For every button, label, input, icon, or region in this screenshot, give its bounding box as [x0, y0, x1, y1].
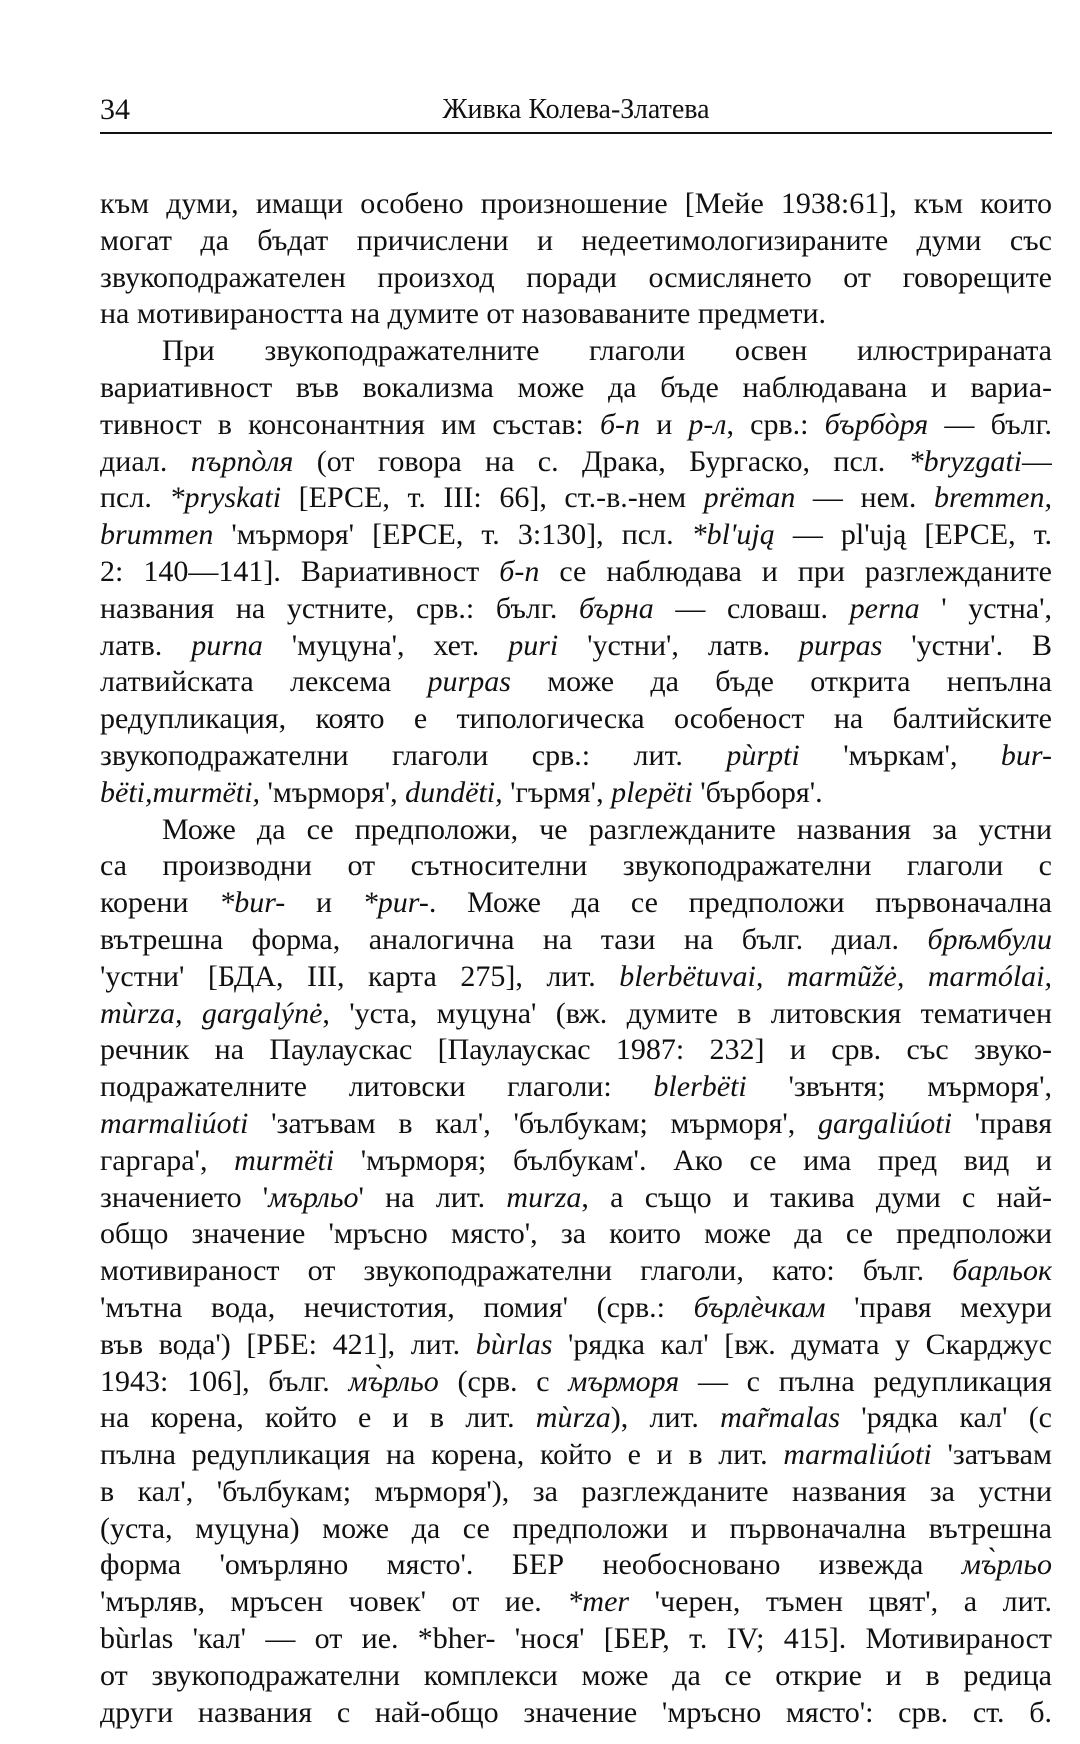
- text-run: 2: 140—141]. Вариативност: [100, 554, 500, 588]
- running-head: Живка Колева-Златева: [442, 94, 710, 125]
- text-run: във вода') [РБЕ: 421], лит.: [100, 1327, 476, 1361]
- text-run: 'мърморя; бълбукам'. Ако се има пред вид и: [334, 1143, 1052, 1177]
- italic-term: brummen: [100, 518, 214, 552]
- text-run: , а също и такива думи с най-: [581, 1180, 1052, 1214]
- text-run: При звукоподражателните глаголи освен илюстрираната: [162, 334, 1052, 368]
- text-run: речник на Паулаускас [Паулаускас 1987: 232] и срв. със звуко-: [100, 1033, 1052, 1067]
- text-run: названия на устните, срв.: бълг.: [100, 591, 579, 625]
- text-line: [100, 1474, 1052, 1511]
- italic-term: бърна: [578, 591, 654, 625]
- text-line: [100, 333, 1052, 370]
- italic-term: murmёti: [234, 1143, 335, 1177]
- text-run: 'муцуна', хет.: [262, 628, 509, 662]
- text-run: , 'уста, муцуна' (вж. думите в литовския тематичен: [322, 996, 1052, 1030]
- text-run: 'устни' [БДА, III, карта 275], лит.: [100, 959, 620, 993]
- text-run: общо значение 'мръсно място', за които може да се предположи: [100, 1217, 1052, 1251]
- text-run: 'устни'. В: [882, 628, 1052, 662]
- text-run: bùrlas 'кал' — от ие. *bher- 'нося' [БЕР, т. IV; 415]. Мотивираност: [100, 1622, 1052, 1656]
- text-line: [100, 1216, 1052, 1253]
- italic-term: б-п: [599, 407, 641, 441]
- text-run: 'правя мехури: [825, 1290, 1052, 1324]
- text-run: ' устна',: [919, 591, 1052, 625]
- italic-term: мърморя: [568, 1364, 680, 1398]
- text-line: [100, 996, 1052, 1033]
- text-run: 'бърборя'.: [692, 775, 823, 809]
- italic-term: marmaliúoti: [783, 1438, 932, 1472]
- text-line: [100, 444, 1052, 481]
- text-line: [100, 1658, 1052, 1695]
- text-run: (от говора на с. Драка, Бургаско, псл.: [293, 444, 909, 478]
- text-line: [100, 1584, 1052, 1621]
- text-run: — бълг.: [928, 407, 1052, 441]
- text-line: [100, 775, 1052, 812]
- italic-term: prёman: [703, 481, 796, 515]
- italic-term: plepёti: [611, 775, 693, 809]
- text-run: гаргара',: [100, 1143, 235, 1177]
- italic-term: purpas: [427, 665, 511, 699]
- text-run: Може да се предположи, че разглежданите названия за устни: [162, 812, 1052, 846]
- italic-term: *bur-: [219, 886, 286, 920]
- text-run: 'рядка кал' (с: [840, 1401, 1052, 1435]
- text-line: [100, 1143, 1052, 1180]
- text-run: 'мъркам',: [799, 738, 1001, 772]
- text-run: (срв. с: [438, 1364, 569, 1398]
- text-line: [100, 1069, 1052, 1106]
- text-run: [ЕРСЕ, т. III: 66], ст.-в.-нем: [281, 481, 704, 515]
- text-run: 'рядка кал' [вж. думата у Скарджус: [552, 1327, 1052, 1361]
- text-line: [100, 370, 1052, 407]
- text-run: тивност в консонантния им състав:: [100, 407, 600, 441]
- italic-term: perna: [849, 591, 920, 625]
- text-run: 'затъвам: [931, 1438, 1052, 1472]
- italic-term: purpas: [799, 628, 883, 662]
- text-run: —: [1022, 444, 1052, 478]
- text-run: форма 'омърляно място'. БЕР необосновано извежда: [100, 1548, 962, 1582]
- italic-term: blerbёtuvai,: [619, 959, 764, 993]
- text-line: [100, 1327, 1052, 1364]
- italic-term: mar̃malas: [720, 1401, 841, 1435]
- italic-term: *mer: [567, 1585, 630, 1619]
- text-line: [100, 554, 1052, 591]
- text-run: може да бъде открита непълна: [510, 665, 1052, 699]
- text-line: [100, 628, 1052, 665]
- text-run: 'мърляв, мръсен човек' от ие.: [100, 1585, 568, 1619]
- italic-term: *pur-: [362, 886, 429, 920]
- text-line: [100, 1364, 1052, 1401]
- text-run: 'устни', латв.: [558, 628, 799, 662]
- text-line: [100, 591, 1052, 628]
- text-line: [100, 1400, 1052, 1437]
- text-run: 'мътна вода, нечистотия, помия' (срв.:: [100, 1290, 694, 1324]
- text-line: [100, 848, 1052, 885]
- text-run: редупликация, която е типологическа особеност на балтийските: [100, 702, 1052, 736]
- text-run: ' на лит.: [358, 1180, 507, 1214]
- text-run: се наблюдава и при разглежданите: [539, 554, 1052, 588]
- text-line: [100, 812, 1052, 849]
- body-text: [100, 186, 1052, 1731]
- text-run: [763, 960, 787, 993]
- text-line: [100, 922, 1052, 959]
- text-line: [100, 664, 1052, 701]
- text-run: на корена, който е и в лит.: [100, 1401, 536, 1435]
- italic-term: puri: [508, 628, 559, 662]
- page-header: [100, 92, 1052, 134]
- text-line: [100, 1253, 1052, 1290]
- italic-term: bremmen,: [933, 481, 1052, 515]
- text-run: 'правя: [951, 1106, 1052, 1140]
- text-line: [100, 1695, 1052, 1732]
- text-run: други названия с най-общо значение 'мръсно място': срв. ст. б.: [100, 1695, 1052, 1729]
- text-run: 1943: 106], бълг.: [100, 1364, 349, 1398]
- text-run: на мотивираността на думите от назоваваните предмети.: [100, 297, 827, 331]
- text-run: псл.: [100, 481, 170, 515]
- text-run: и: [640, 407, 689, 441]
- text-run: са производни от сътносителни звукоподражателни глаголи с: [100, 849, 1052, 883]
- text-line: [100, 1621, 1052, 1658]
- text-run: диал.: [100, 444, 191, 478]
- italic-term: *bl'ują: [691, 518, 775, 552]
- text-run: 'звънтя; мърморя',: [746, 1070, 1052, 1104]
- text-run: (уста, муцуна) може да се предположи и първоначална вътрешна: [100, 1511, 1052, 1545]
- text-line: [100, 1180, 1052, 1217]
- text-run: могат да бъдат причислени и недеетимологизираните думи със: [100, 223, 1052, 257]
- text-run: в кал', 'бълбукам; мърморя'), за разглежданите названия за устни: [100, 1474, 1052, 1508]
- italic-term: murza: [506, 1180, 582, 1214]
- text-run: 'черен, тъмен цвят', а лит.: [629, 1585, 1052, 1619]
- text-run: — нем.: [795, 481, 934, 515]
- italic-term: marmaliúoti: [100, 1106, 249, 1140]
- text-run: — pl'ują [ЕРСЕ, т.: [774, 518, 1052, 552]
- text-run: латв.: [100, 628, 192, 662]
- text-line: [100, 296, 1052, 333]
- text-run: латвийската лексема: [100, 665, 428, 699]
- italic-term: б-п: [499, 554, 540, 588]
- text-run: мотивираност от звукоподражателни глаголи, като: бълг.: [100, 1254, 953, 1288]
- text-run: , срв.:: [726, 407, 825, 441]
- italic-term: bùrlas: [475, 1327, 553, 1361]
- italic-term: мъ̀рльо: [348, 1364, 439, 1398]
- text-run: вътрешна форма, аналогична на тази на бълг. диал.: [100, 922, 928, 956]
- text-line: [100, 1106, 1052, 1143]
- text-line: [100, 1290, 1052, 1327]
- text-line: [100, 1547, 1052, 1584]
- text-run: значението ': [100, 1180, 269, 1214]
- text-run: — словаш.: [653, 591, 850, 625]
- text-line: [100, 959, 1052, 996]
- italic-term: барльок: [952, 1254, 1052, 1288]
- italic-term: purna: [191, 628, 263, 662]
- italic-term: *bryzgati: [908, 444, 1022, 478]
- text-run: от звукоподражателни комплекси може да се открие и в редица: [100, 1658, 1052, 1692]
- italic-term: бърлѐчкам: [693, 1290, 826, 1324]
- italic-term: мъ̀рльо: [961, 1548, 1052, 1582]
- text-run: 'затъвам в кал', 'бълбукам; мърморя',: [248, 1106, 819, 1140]
- text-line: [100, 1032, 1052, 1069]
- text-run: подражателните литовски глаголи:: [100, 1070, 654, 1104]
- text-run: към думи, имащи особено произношение [Мейе 1938:61], към които: [100, 187, 1052, 220]
- text-line: [100, 1437, 1052, 1474]
- text-line: [100, 701, 1052, 738]
- italic-term: gargaliúoti: [818, 1106, 952, 1140]
- italic-term: *pryskati: [169, 481, 282, 515]
- italic-term: blerbёti: [653, 1070, 747, 1104]
- text-run: и: [285, 886, 363, 920]
- italic-term: dundёti,: [405, 775, 503, 809]
- text-line: [100, 223, 1052, 260]
- italic-term: бърбòря: [824, 407, 929, 441]
- italic-term: pùrpti: [726, 738, 800, 772]
- italic-term: мърльо: [268, 1180, 359, 1214]
- text-run: 'мърморя' [ЕРСЕ, т. 3:130], псл.: [213, 518, 692, 552]
- text-run: ), лит.: [610, 1401, 721, 1435]
- text-line: [100, 738, 1052, 775]
- text-run: . Може да се предположи първоначална: [428, 886, 1052, 920]
- text-run: звукоподражателен произход поради осмислянето от говорещите: [100, 260, 1052, 294]
- text-run: корени: [100, 886, 220, 920]
- italic-term: р-л: [688, 407, 727, 441]
- text-run: 'гърмя',: [502, 775, 612, 809]
- italic-term: mùrza, gargalýnė: [100, 996, 323, 1030]
- text-line: [100, 480, 1052, 517]
- text-line: [100, 186, 1052, 223]
- italic-term: брѣмбули: [927, 922, 1052, 956]
- italic-term: mùrza: [535, 1401, 611, 1435]
- text-line: [100, 517, 1052, 554]
- text-line: [100, 260, 1052, 297]
- italic-term: пърпòля: [190, 444, 294, 478]
- text-run: — с пълна редупликация: [679, 1364, 1052, 1398]
- italic-term: marmũžė, marmólai,: [786, 959, 1052, 993]
- text-line: [100, 407, 1052, 444]
- italic-term: bur-: [1000, 738, 1052, 772]
- text-line: [100, 1511, 1052, 1548]
- text-line: [100, 885, 1052, 922]
- text-run: звукоподражателни глаголи срв.: лит.: [100, 738, 727, 772]
- text-run: 'мърморя',: [259, 775, 406, 809]
- page-number: 34: [100, 93, 130, 126]
- text-run: вариативност във вокализма може да бъде наблюдавана и вариа-: [100, 370, 1052, 404]
- italic-term: bёti,murmёti,: [100, 775, 260, 809]
- text-run: пълна редупликация на корена, който е и в лит.: [100, 1438, 784, 1472]
